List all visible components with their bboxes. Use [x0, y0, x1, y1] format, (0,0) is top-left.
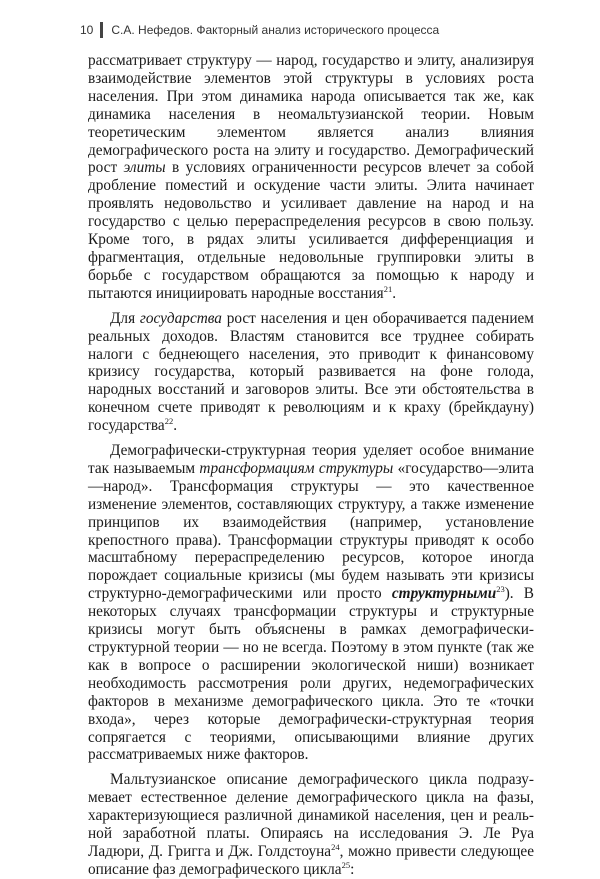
- strong-emphasis: структурными: [391, 585, 497, 603]
- text-run: .: [173, 417, 178, 435]
- footnote-ref: 25: [341, 859, 351, 870]
- text-run: :: [350, 860, 355, 878]
- footnote-ref: 24: [331, 841, 340, 852]
- text-run: , можно привести следующее описание фаз демографического цикла: [88, 842, 534, 878]
- text-run: Мальтузианское описание демографического цикла подразумевает естественное деление демографического цикла на фазы, характеризующиеся различной динамикой населения, цен и реальной заработной платы. Опираясь на исследования Э. Ле Руа Ладюри, Д. Григга и Дж. Голдстоуна: [88, 771, 534, 860]
- text-run: рассматривает структуру — народ, государство и элиту, анализируя взаимодействие элементов этой структуры в условиях роста населения. При этом динамика народа описывается так же, как динамика населения в неомальтузианской теории. Новым теоретическим элементом является анализ влияния демографического роста на элиту и государство. Демографический рост: [88, 52, 534, 177]
- footnote-ref: 22: [164, 416, 174, 427]
- footnote-ref: 23: [496, 584, 505, 595]
- header-divider: [100, 22, 103, 38]
- text-run: «государство—элита—народ». Трансформация структуры — это качественное изменение элементов, составляющих структуру, а также изменение принципов их взаимодействия (например, установление крепостного права). Трансформации структуры приводят к особо масштабному перераспределению ресурсов, которое иногда порождает социальные кризисы (мы будем называть эти кризисы структурно-демографическими или просто: [88, 459, 535, 603]
- text-run: в условиях ограниченности ресурсов влечет за собой дробление поместий и оскудение части элиты. Элита начинает проявлять недовольство и усиливает давление на народ и на государство с целью перераспределения ресурсов в свою пользу. Кроме того, в рядах элиты усиливается дифференциация и фрагментация, отдельные недовольные группировки элиты в борьбе с государством обращаются за помощью к народу и пытаются инициировать народные восстания: [88, 159, 534, 302]
- text-run: рост населения и цен оборачивается падением реальных доходов. Властям становится все труднее собирать налоги с беднеющего населения, это приводит к финансовому кризису государства, который развивается на фоне голода, народных восстаний и заговоров элиты. Все эти обстоятельства в конечном счете приводят к революциям и к краху (брейкдауну) государства: [88, 309, 534, 435]
- paragraph: [88, 771, 534, 878]
- emphasis: государства: [139, 309, 222, 327]
- text-run: ). В некоторых случаях трансформации структуры и структурные кризисы могут быть объяснены в рамках демографически-структурной теории — но не всегда. Поэтому в этом пункте (так же как в вопросе о расширении экологической ниши) возникает необходимость рассмотрения роли других, недемографических факторов в механизме демографического цикла. Это те «точки входа», через которые демографически-структурная теория сопрягается с теориями, описывающими влияние других рассматриваемых ниже факторов.: [88, 585, 534, 764]
- text-run: Для: [110, 309, 140, 327]
- body-text: [88, 52, 534, 879]
- emphasis: элиты: [123, 159, 166, 177]
- emphasis: трансформациям структуры: [199, 459, 394, 477]
- paragraph: [88, 442, 534, 764]
- paragraph: [88, 310, 534, 435]
- running-title: С.А. Нефедов. Факторный анализ исторического процесса: [111, 23, 440, 37]
- running-header: [80, 22, 439, 38]
- text-run: .: [392, 284, 397, 302]
- paragraph: [88, 52, 534, 303]
- text-run: Демографически-структурная теория уделяет особое внимание так называемым: [88, 442, 534, 477]
- footnote-ref: 21: [383, 283, 393, 294]
- page-number: 10: [80, 23, 94, 37]
